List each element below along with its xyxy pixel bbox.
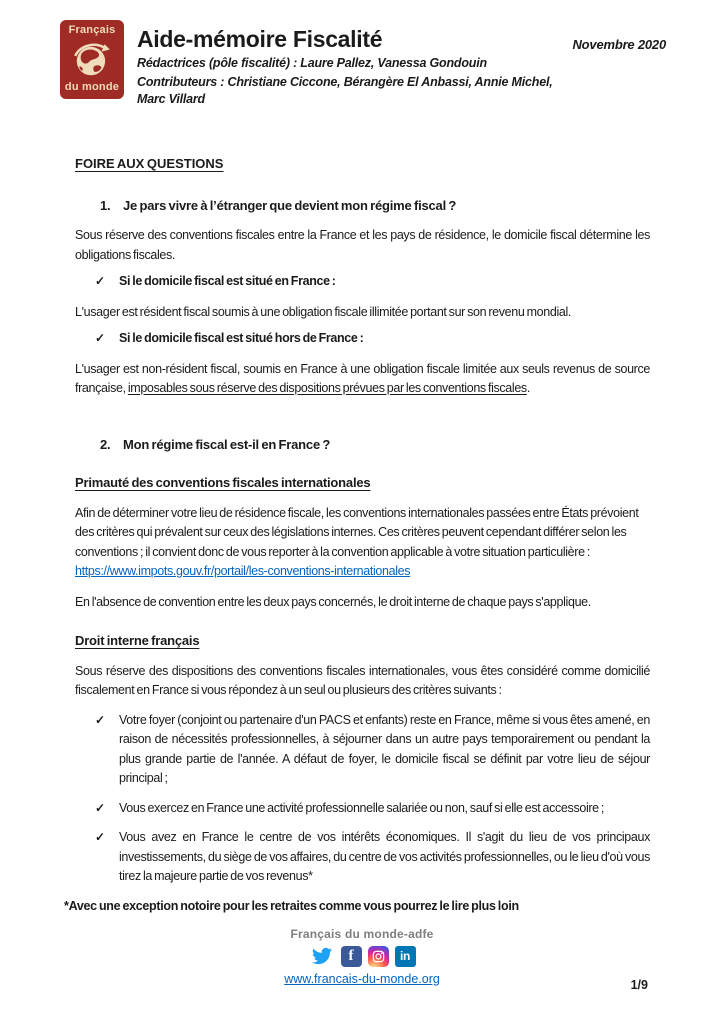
subheading-primaute: Primauté des conventions fiscales internationales: [75, 475, 371, 490]
francais-du-monde-logo: [60, 20, 124, 99]
globe-icon: [71, 36, 113, 82]
question-1-heading: [75, 196, 650, 216]
page-title: Aide-mémoire Fiscalité: [137, 26, 383, 52]
q1-bullet-france-label: Si le domicile fiscal est situé en France :: [119, 274, 336, 288]
q2-conventions-text: Afin de déterminer votre lieu de résidence fiscale, les conventions internationales passées entre États prévoient des critères qui prévalent sur ceux des législations internes. Ces critères peuvent cependant différer selon les conventions ; il convient donc de vous reporter à la convention applicable à votre situation particulière :: [75, 505, 639, 559]
question-2-number: 2.: [100, 436, 111, 452]
check-icon: ✓: [95, 712, 105, 727]
q1-intro-paragraph: Sous réserve des conventions fiscales entre la France et les pays de résidence, le domicile fiscal détermine les obligations fiscales.: [75, 228, 650, 262]
retraites-footnote: *Avec une exception notoire pour les retraites comme vous pourrez le lire plus loin: [64, 898, 519, 913]
footer-org-name: Français du monde-adfe: [290, 927, 434, 941]
facebook-icon[interactable]: f: [341, 946, 362, 967]
subheading-droit-interne: Droit interne français: [75, 633, 200, 648]
check-icon: ✓: [95, 800, 105, 815]
q2-bullet-activite-text: Vous exercez en France une activité professionnelle salariée ou non, sauf si elle est accessoire ;: [119, 800, 605, 815]
q2-conventions-paragraph: [75, 504, 650, 582]
check-icon: ✓: [95, 331, 105, 345]
social-icons-row: [0, 945, 724, 967]
q1-bullet-hors-france: [75, 329, 650, 349]
twitter-icon[interactable]: [309, 945, 335, 967]
contributeurs-line: Contributeurs : Christiane Ciccone, Bérangère El Anbassi, Annie Michel, Marc Villard: [137, 75, 553, 106]
q2-bullet-interets-text: Vous avez en France le centre de vos intérêts économiques. Il s'agit du lieu de vos principaux investissements, du siège de vos affaires, du centre de vos activités professionnelles, ou le lieu d'où vous tirez la majeure partie de vos revenus*: [119, 830, 650, 883]
question-2-heading: [75, 435, 650, 455]
page-number: 1/9: [630, 978, 648, 992]
check-icon: ✓: [95, 830, 105, 844]
question-2-title: Mon régime fiscal est-il en France ?: [123, 436, 331, 452]
instagram-icon[interactable]: [368, 946, 389, 967]
question-1-number: 1.: [100, 197, 111, 213]
q2-bullet-activite: [75, 799, 650, 819]
q2-bullet-foyer-text: Votre foyer (conjoint ou partenaire d'un PACS et enfants) reste en France, même si vous êtes amené, en raison de nécessités professionnelles, à séjourner dans un autre pays temporairement ou pendant la plus grande partie de l'année. A défaut de foyer, le domicile fiscal se définit par votre lieu de séjour principal ;: [119, 712, 650, 785]
linkedin-icon[interactable]: in: [395, 946, 416, 967]
q2-bullet-interets: [75, 828, 650, 887]
q1-non-resident-underlined: imposables sous réserve des dispositions prévues par les conventions fiscales: [127, 381, 527, 395]
redactrices-line: Rédactrices (pôle fiscalité) : Laure Pallez, Vanessa Gondouin: [137, 56, 487, 70]
q2-bullet-foyer: [75, 711, 650, 789]
impots-gouv-link[interactable]: https://www.impots.gouv.fr/portail/les-conventions-internationales: [75, 564, 411, 578]
header-title-block: [137, 20, 572, 108]
logo-text-bottom: du monde: [64, 81, 120, 93]
document-date: Novembre 2020: [572, 37, 666, 52]
document-body: [0, 154, 724, 916]
q2-absence-convention-paragraph: En l'absence de convention entre les deux pays concernés, le droit interne de chaque pays s'applique.: [75, 594, 591, 609]
check-icon: ✓: [95, 274, 105, 288]
website-link[interactable]: www.francais-du-monde.org: [284, 972, 440, 986]
q1-non-resident-period: .: [526, 381, 530, 395]
document-header: [0, 0, 724, 108]
question-1-title: Je pars vivre à l’étranger que devient mon régime fiscal ?: [123, 197, 457, 213]
logo-text-top: Français: [68, 24, 116, 36]
q1-non-resident-paragraph: [75, 360, 650, 399]
q1-non-resident-text: L'usager est non-résident fiscal, soumis en France à une obligation fiscale limitée aux seuls revenus de source française,: [75, 361, 650, 395]
q1-bullet-france: [75, 272, 650, 292]
faq-section-title: FOIRE AUX QUESTIONS: [75, 156, 224, 171]
q2-criteres-paragraph: Sous réserve des dispositions des conventions fiscales internationales, vous êtes considéré comme domicilié fiscalement en France si vous répondez à un seul ou plusieurs des critères suivants :: [75, 663, 650, 697]
document-footer: [0, 927, 724, 988]
q1-resident-paragraph: L'usager est résident fiscal soumis à une obligation fiscale illimitée portant sur son revenu mondial.: [75, 304, 572, 319]
q1-bullet-hors-france-label: Si le domicile fiscal est situé hors de France :: [119, 331, 364, 345]
